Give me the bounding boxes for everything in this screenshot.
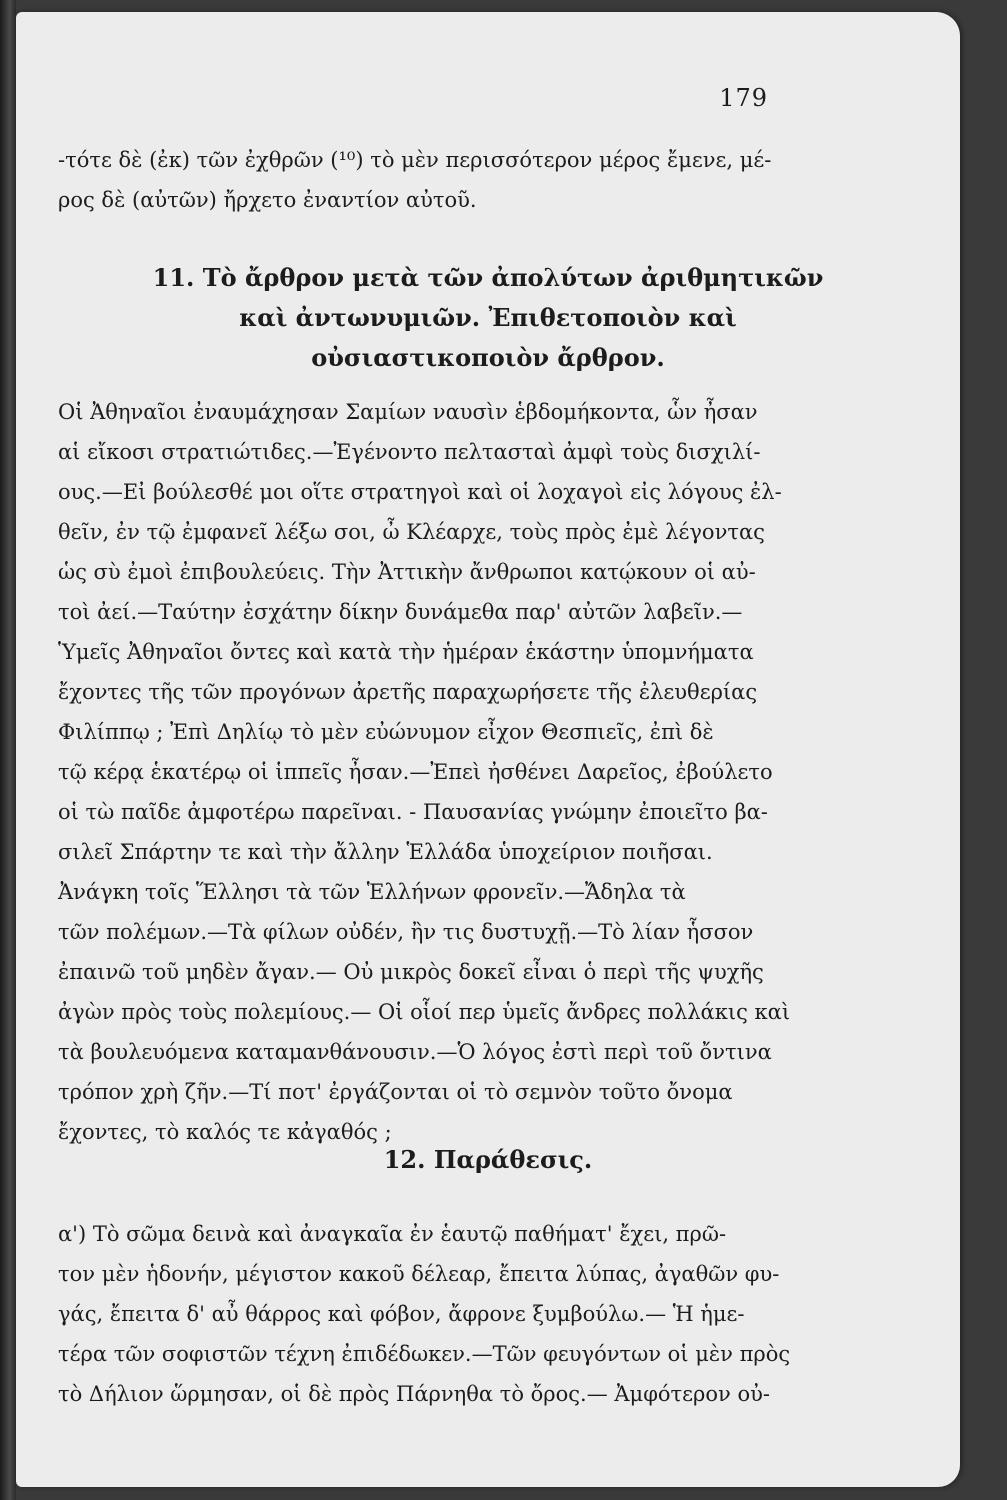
intro-paragraph: [58, 140, 828, 220]
text-line: τῷ κέρᾳ ἑκατέρῳ οἱ ἱππεῖς ἦσαν.—Ἐπεὶ ἠσθένει Δαρεῖος, ἐβούλετο: [58, 760, 773, 784]
text-line: τοὶ ἀεί.—Ταύτην ἐσχάτην δίκην δυνάμεθα παρ' αὐτῶν λαβεῖν.—: [58, 600, 743, 624]
text-line: ἔχοντες τῆς τῶν προγόνων ἀρετῆς παραχωρήσετε τῆς ἐλευθερίας: [58, 680, 758, 704]
section-12-heading: [16, 1140, 960, 1180]
book-binding-edge: [0, 0, 16, 1500]
text-line: α') Τὸ σῶμα δεινὰ καὶ ἀναγκαῖα ἐν ἑαυτῷ παθήματ' ἔχει, πρῶ-: [58, 1222, 727, 1246]
text-line: τὸ Δήλιον ὥρμησαν, οἱ δὲ πρὸς Πάρνηθα τὸ ὄρος.— Ἀμφότερον οὐ-: [58, 1382, 770, 1406]
text-line: σιλεῖ Σπάρτην τε καὶ τὴν ἄλλην Ἑλλάδα ὑποχείριον ποιῆσαι.: [58, 840, 713, 864]
section-11-examples: [58, 392, 828, 1152]
text-line: Ὑμεῖς Ἀθηναῖοι ὄντες καὶ κατὰ τὴν ἡμέραν ἑκάστην ὑπομνήματα: [58, 640, 754, 664]
text-line: τρόπον χρὴ ζῆν.—Τί ποτ' ἐργάζονται οἱ τὸ σεμνὸν τοῦτο ὄνομα: [58, 1080, 733, 1104]
page-number: 179: [719, 84, 768, 112]
text-line: τῶν πολέμων.—Τὰ φίλων οὐδέν, ἢν τις δυστυχῇ.—Τὸ λίαν ἧσσον: [58, 920, 754, 944]
heading-line: οὐσιαστικοποιὸν ἄρθρον.: [311, 343, 665, 372]
text-line: Φιλίππῳ ; Ἐπὶ Δηλίῳ τὸ μὲν εὐώνυμον εἶχον Θεσπιεῖς, ἐπὶ δὲ: [58, 720, 714, 744]
text-line: θεῖν, ἐν τῷ ἐμφανεῖ λέξω σοι, ὦ Κλέαρχε, τοὺς πρὸς ἐμὲ λέγοντας: [58, 520, 765, 544]
heading-line: 12. Παράθεσις.: [383, 1145, 593, 1174]
heading-line: 11. Τὸ ἄρθρον μετὰ τῶν ἀπολύτων ἀριθμητικῶν: [152, 263, 824, 292]
book-page: [16, 12, 960, 1487]
text-line: ἔχοντες, τὸ καλός τε κἀγαθός ;: [58, 1120, 392, 1144]
text-line: γάς, ἔπειτα δ' αὖ θάρρος καὶ φόβον, ἄφρονε ξυμβούλω.— Ἡ ἡμε-: [58, 1302, 745, 1326]
text-line: αἱ εἴκοσι στρατιώτιδες.—Ἐγένοντο πελτασταὶ ἀμφὶ τοὺς δισχιλί-: [58, 440, 761, 464]
text-line: ρος δὲ (αὐτῶν) ἤρχετο ἐναντίον αὐτοῦ.: [58, 188, 477, 212]
text-line: ἀγὼν πρὸς τοὺς πολεμίους.— Οἱ οἷοί περ ὑμεῖς ἄνδρες πολλάκις καὶ: [58, 1000, 791, 1024]
text-line: ἐπαινῶ τοῦ μηδὲν ἄγαν.— Οὐ μικρὸς δοκεῖ εἶναι ὁ περὶ τῆς ψυχῆς: [58, 960, 764, 984]
heading-line: καὶ ἀντωνυμιῶν. Ἐπιθετοποιὸν καὶ: [239, 303, 737, 332]
section-11-heading: [16, 258, 960, 378]
text-line: ους.—Εἰ βούλεσθέ μοι οἵτε στρατηγοὶ καὶ οἱ λοχαγοὶ εἰς λόγους ἐλ-: [58, 480, 782, 504]
text-line: -τότε δὲ (ἐκ) τῶν ἐχθρῶν (¹⁰) τὸ μὲν περισσότερον μέρος ἔμενε, μέ-: [58, 148, 772, 172]
text-line: Ἀνάγκη τοῖς Ἕλλησι τὰ τῶν Ἑλλήνων φρονεῖν.—Ἄδηλα τὰ: [58, 880, 686, 904]
text-line: τον μὲν ἡδονήν, μέγιστον κακοῦ δέλεαρ, ἔπειτα λύπας, ἀγαθῶν φυ-: [58, 1262, 780, 1286]
text-line: τέρα τῶν σοφιστῶν τέχνη ἐπιδέδωκεν.—Τῶν φευγόντων οἱ μὲν πρὸς: [58, 1342, 791, 1366]
text-line: οἱ τὼ παῖδε ἀμφοτέρω παρεῖναι. - Παυσανίας γνώμην ἐποιεῖτο βα-: [58, 800, 768, 824]
text-line: ὡς σὺ ἐμοὶ ἐπιβουλεύεις. Τὴν Ἀττικὴν ἄνθρωποι κατῴκουν οἱ αὐ-: [58, 560, 756, 584]
text-line: τὰ βουλευόμενα καταμανθάνουσιν.—Ὁ λόγος ἐστὶ περὶ τοῦ ὄντινα: [58, 1040, 772, 1064]
section-12-paragraph: [58, 1214, 828, 1414]
text-line: Οἱ Ἀθηναῖοι ἐναυμάχησαν Σαμίων ναυσὶν ἑβδομήκοντα, ὧν ἦσαν: [58, 400, 758, 424]
